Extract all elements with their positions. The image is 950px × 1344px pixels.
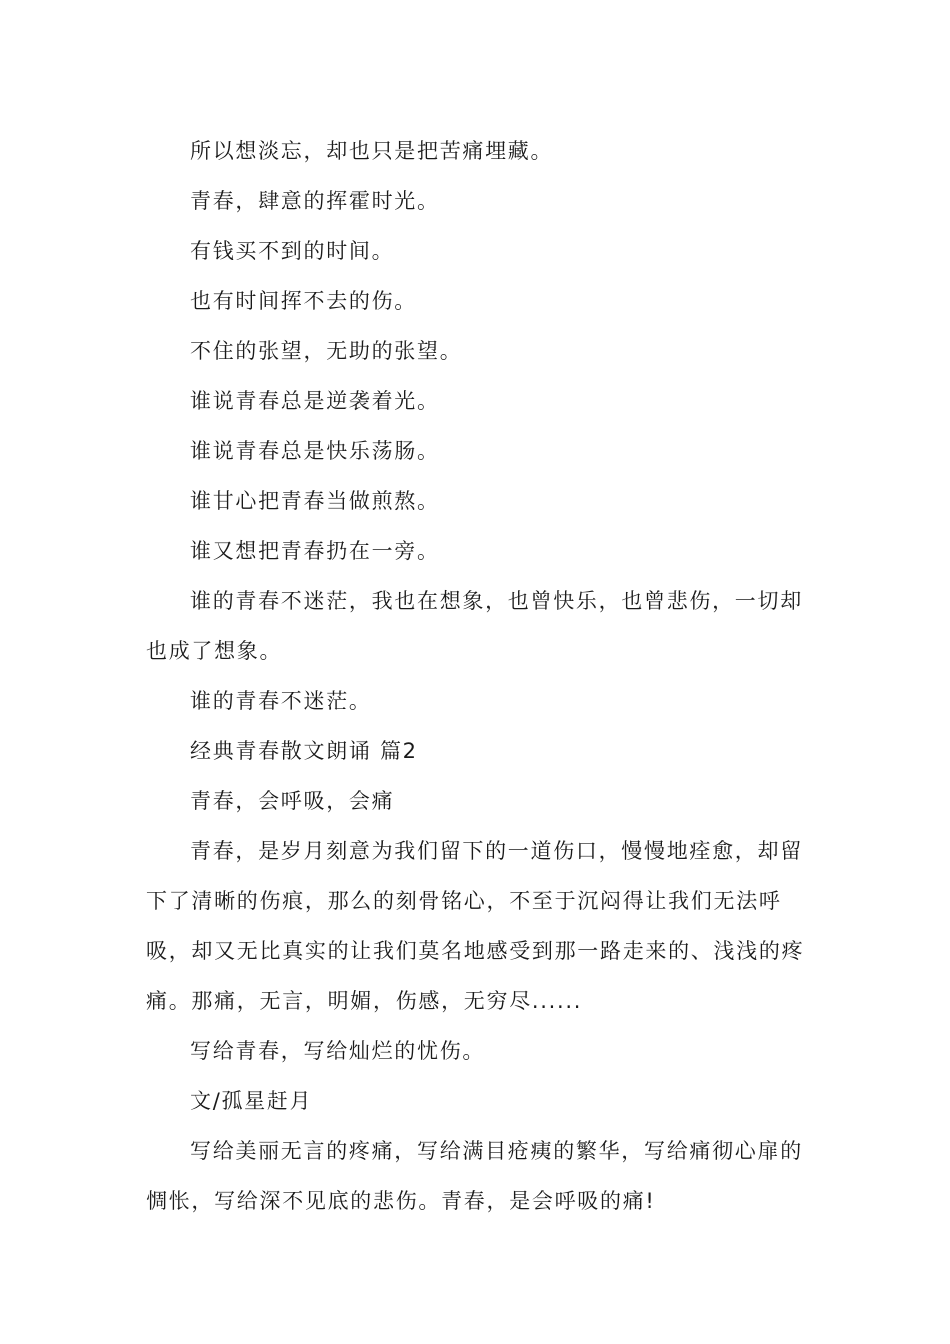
article-title: 青春，会呼吸，会痛 <box>190 789 395 813</box>
paragraph: 青春，肆意的挥霍时光。 <box>190 189 440 213</box>
paragraph: 谁说青春总是逆袭着光。 <box>190 389 440 413</box>
paragraph: 有钱买不到的时间。 <box>190 239 395 263</box>
paragraph: 谁又想把青春扔在一旁。 <box>190 539 440 563</box>
document-body <box>146 126 806 1226</box>
paragraph: 不住的张望，无助的张望。 <box>190 339 463 363</box>
paragraph: 所以想淡忘，却也只是把苦痛埋藏。 <box>190 139 554 163</box>
paragraph: 谁甘心把青春当做煎熬。 <box>190 489 440 513</box>
paragraph: 也有时间挥不去的伤。 <box>190 289 417 313</box>
paragraph: 青春，是岁月刻意为我们留下的一道伤口，慢慢地痊愈，却留下了清晰的伤痕，那么的刻骨铭心，不至于沉闷得让我们无法呼吸，却又无比真实的让我们莫名地感受到那一路走来的、浅浅的疼痛。那痛，无言，明媚，伤感，无穷尽...... <box>146 839 805 1013</box>
paragraph: 写给美丽无言的疼痛，写给满目疮痍的繁华，写给痛彻心扉的惆怅，写给深不见底的悲伤。青春，是会呼吸的痛! <box>146 1139 803 1213</box>
paragraph: 谁的青春不迷茫。 <box>190 689 372 713</box>
paragraph: 谁的青春不迷茫，我也在想象，也曾快乐，也曾悲伤，一切却也成了想象。 <box>146 589 803 663</box>
paragraph: 谁说青春总是快乐荡肠。 <box>190 439 440 463</box>
author-line: 文/孤星赶月 <box>190 1089 313 1113</box>
section-heading: 经典青春散文朗诵 篇2 <box>190 739 418 763</box>
paragraph: 写给青春，写给灿烂的忧伤。 <box>190 1039 486 1063</box>
